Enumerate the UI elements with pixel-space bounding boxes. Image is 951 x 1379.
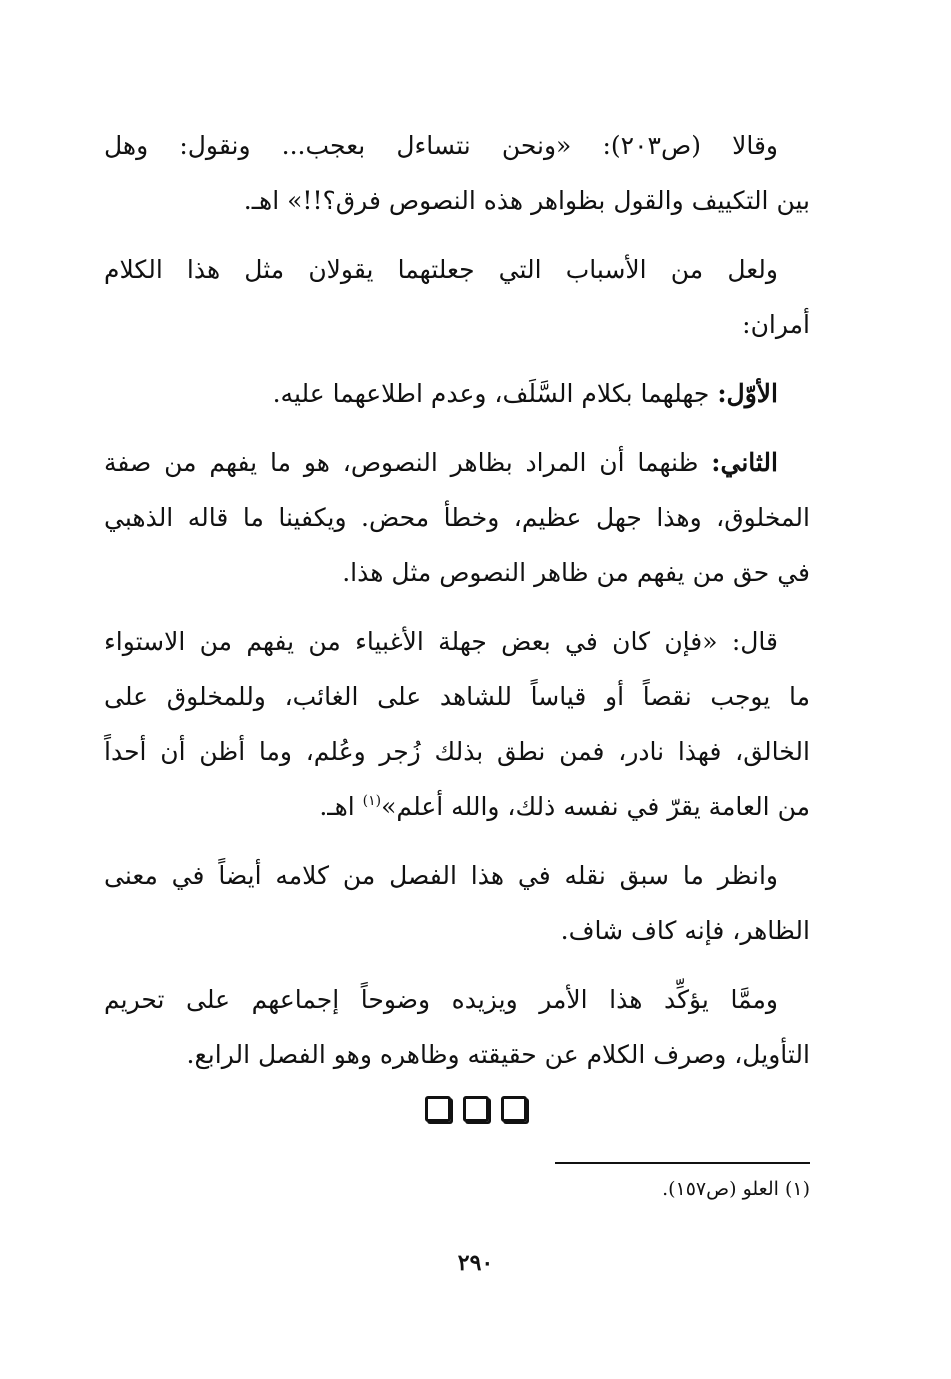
footnote-reference[interactable]: (١) (362, 793, 382, 809)
square-ornament-icon (501, 1096, 527, 1122)
paragraph-line: بين التكييف والقول بظواهر هذه النصوص فرق؟!!» اهـ. (243, 186, 810, 215)
paragraph-line: من العامة يقرّ في نفسه ذلك، والله أعلم» (381, 792, 810, 821)
paragraph-line: ولعل من الأسباب التي جعلتهما يقولان مثل هذا الكلام (104, 255, 778, 284)
square-ornament-icon (463, 1096, 489, 1122)
footnote: (١) العلو (ص١٥٧). (662, 1178, 810, 1200)
paragraph-line: وقالا (ص٢٠٣): «ونحن نتساءل بعجب... ونقول: وهل (104, 131, 778, 160)
body-text (104, 118, 810, 1096)
paragraph-3 (104, 366, 810, 421)
term-first: الأوّل: (717, 379, 778, 408)
paragraph-line: وممَّا يؤكِّد هذا الأمر ويزيده وضوحاً إجماعهم على تحريم (104, 985, 778, 1014)
paragraph-line: الخالق، فهذا نادر، فمن نطق بذلك زُجر وعُلم، وما أظن أن أحداً (104, 737, 810, 766)
page-number: ٢٩٠ (457, 1250, 494, 1276)
square-ornament-icon (425, 1096, 451, 1122)
paragraph-line: ما يوجب نقصاً أو قياساً للشاهد على الغائب، وللمخلوق على (104, 682, 810, 711)
paragraph-line: أمران: (742, 310, 810, 339)
paragraph-line: التأويل، وصرف الكلام عن حقيقته وظاهره وهو الفصل الرابع. (186, 1040, 810, 1069)
paragraph-5 (104, 614, 810, 834)
paragraph-text: جهلهما بكلام السَّلَف، وعدم اطلاعهما عليه. (272, 379, 718, 408)
paragraph-line-end: اهـ. (319, 792, 363, 821)
paragraph-line: الظاهر، فإنه كاف شاف. (560, 916, 810, 945)
paragraph-line: ظنهما أن المراد بظاهر النصوص، هو ما يفهم من صفة (104, 448, 712, 477)
paragraph-2 (104, 242, 810, 352)
footnote-divider (555, 1162, 810, 1164)
paragraph-6 (104, 848, 810, 958)
paragraph-line: وانظر ما سبق نقله في هذا الفصل من كلامه أيضاً في معنى (104, 861, 778, 890)
paragraph-7 (104, 972, 810, 1082)
paragraph-line: قال: «فإن كان في بعض جهلة الأغبياء من يفهم من الاستواء (104, 627, 778, 656)
paragraph-line: في حق من يفهم من ظاهر النصوص مثل هذا. (342, 558, 810, 587)
section-end-ornament (0, 1096, 951, 1126)
paragraph-4 (104, 435, 810, 600)
paragraph-line: المخلوق، وهذا جهل عظيم، وخطأ محض. ويكفينا ما قاله الذهبي (104, 503, 810, 532)
paragraph-1 (104, 118, 810, 228)
term-second: الثاني: (711, 448, 778, 477)
